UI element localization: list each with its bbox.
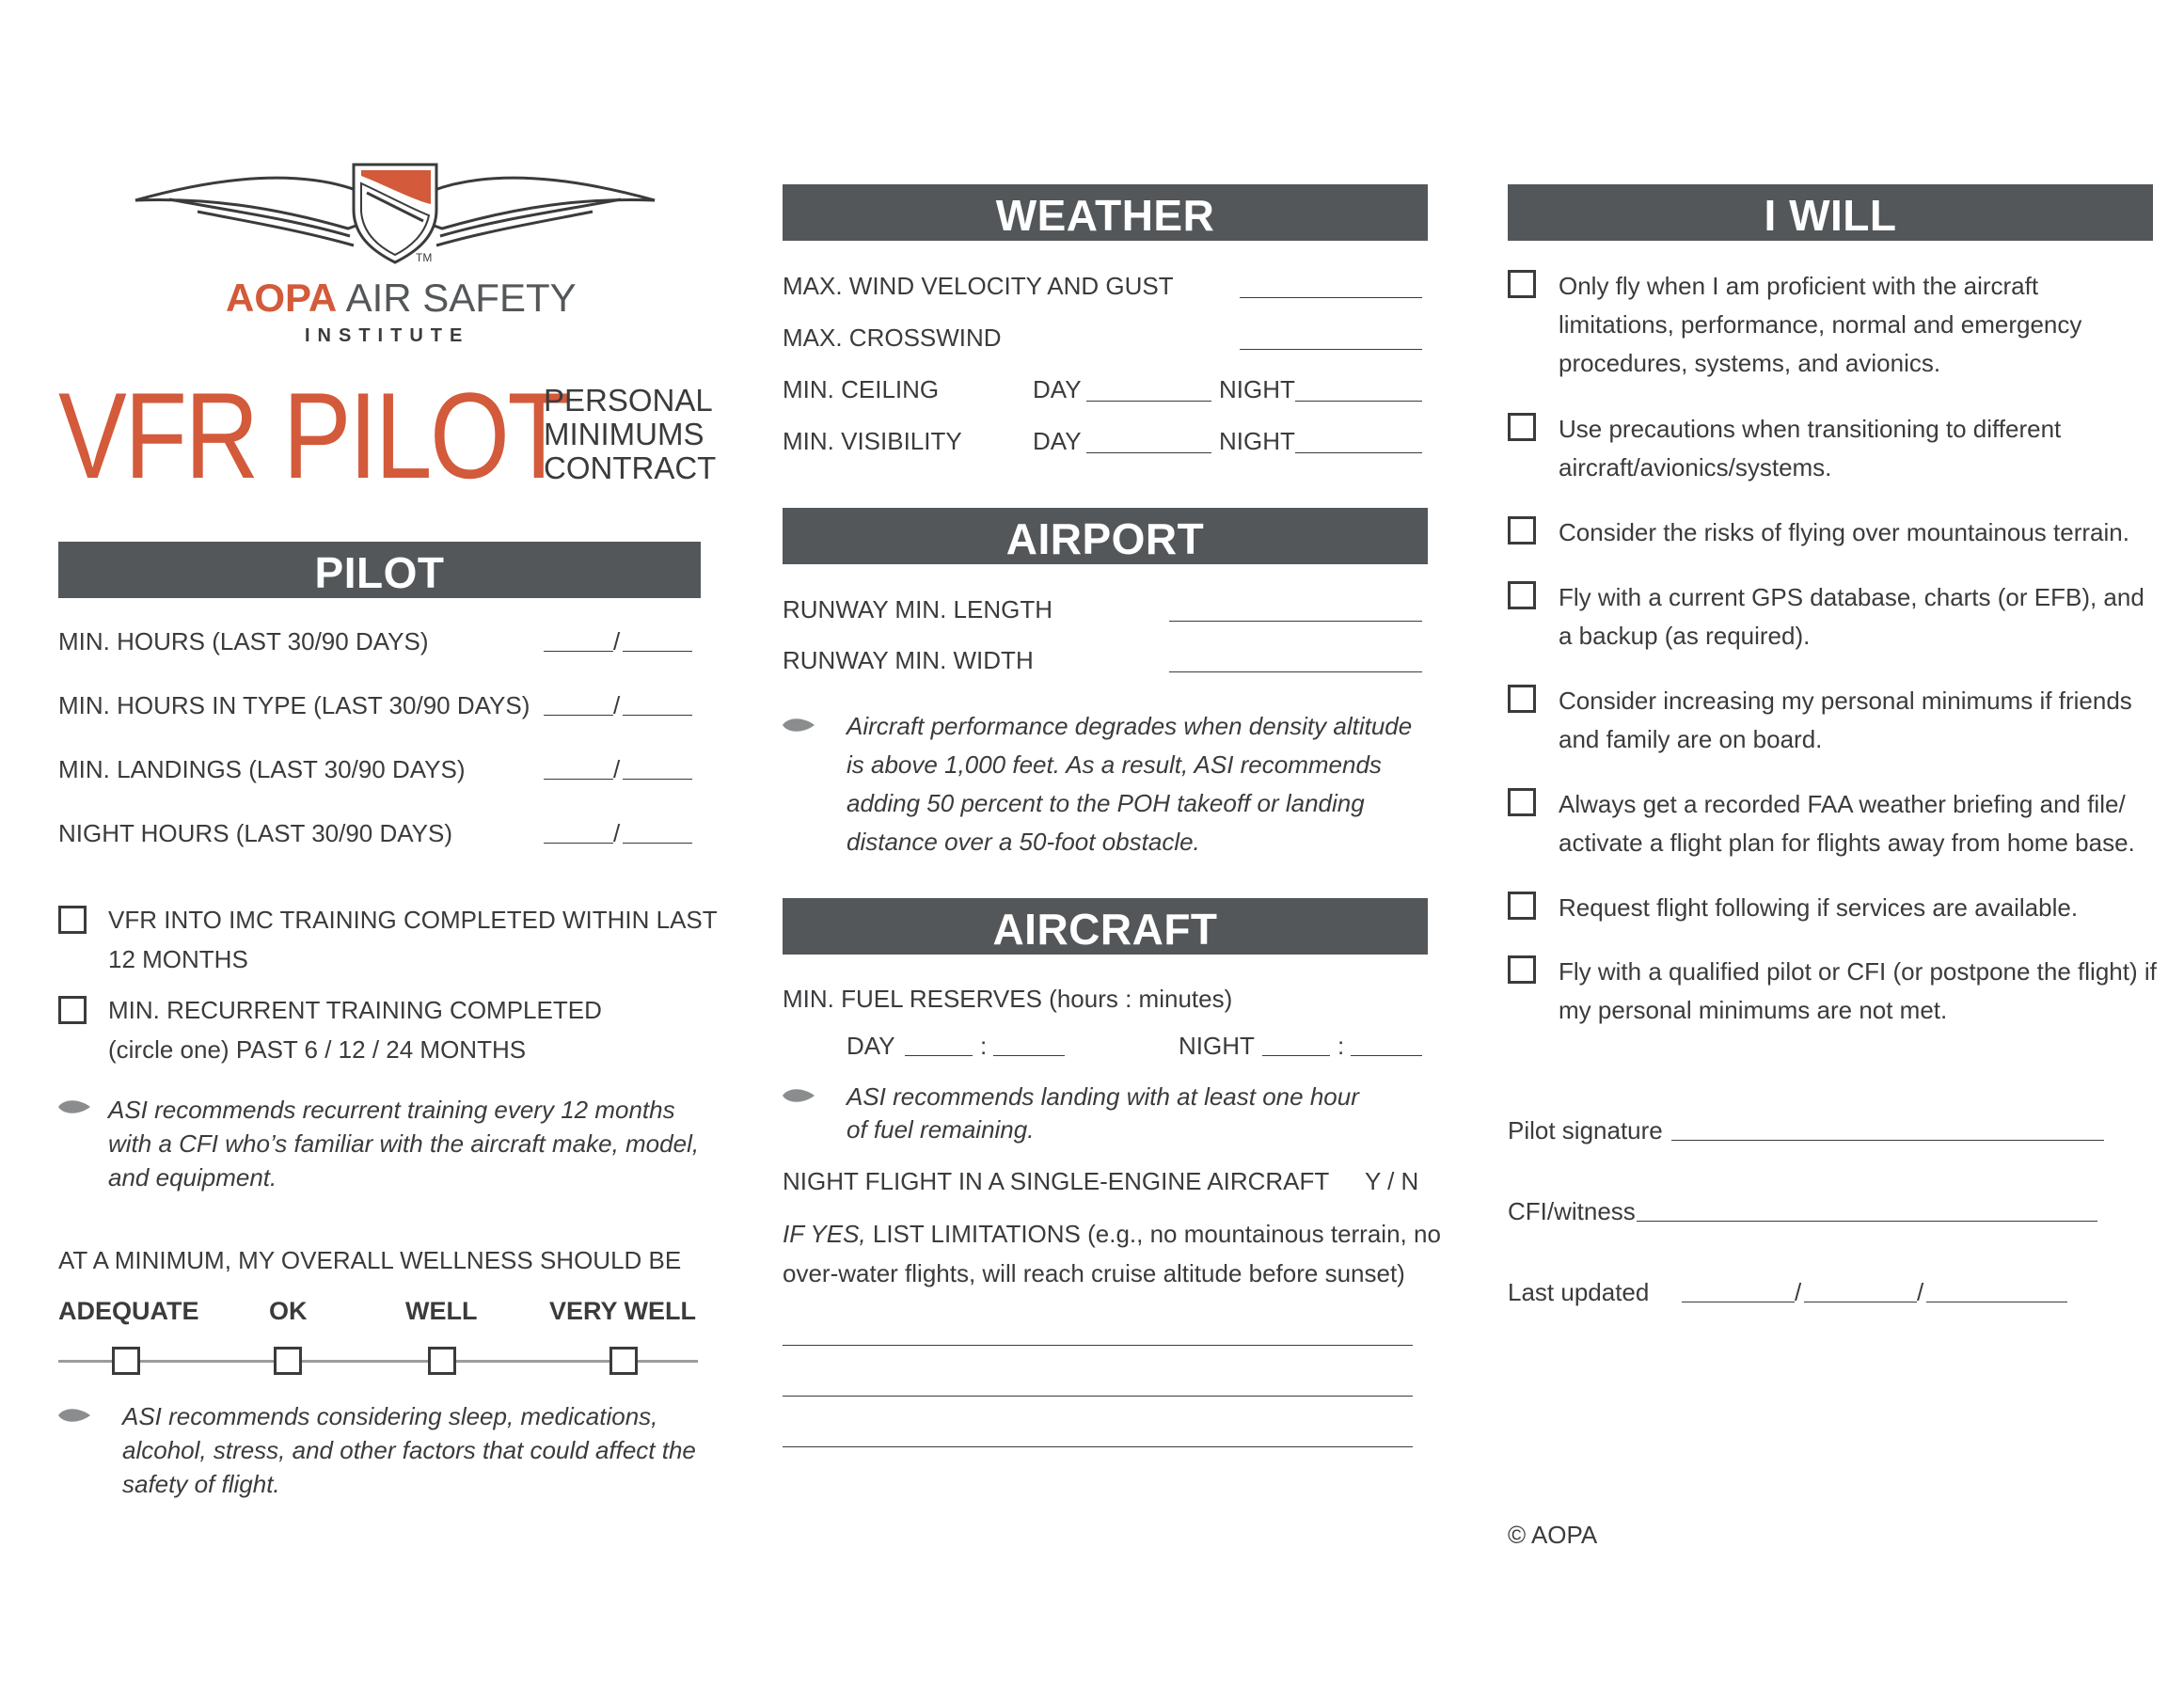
tip-leaf-icon	[58, 1098, 90, 1115]
night-sep: /	[613, 819, 621, 847]
recurrent-training-label-2: (circle one) PAST 6 / 12 / 24 MONTHS	[108, 1035, 527, 1064]
imc-training-label-2: 12 MONTHS	[108, 945, 248, 973]
ceiling-night-label: NIGHT	[1219, 375, 1295, 403]
hours-type-90-field[interactable]	[623, 715, 692, 716]
limitations-text: LIST LIMITATIONS (e.g., no mountainous terrain, no	[865, 1220, 1441, 1248]
visibility-night-field[interactable]	[1295, 452, 1422, 453]
runway-length-field[interactable]	[1169, 621, 1422, 622]
title-line-3: CONTRACT	[544, 450, 717, 485]
aircraft-header: AIRCRAFT	[783, 898, 1428, 955]
wellness-adequate-label: ADEQUATE	[58, 1297, 199, 1325]
ceiling-night-field[interactable]	[1295, 401, 1422, 402]
trademark: TM	[416, 251, 433, 264]
pilot-row-hours-type: MIN. HOURS IN TYPE (LAST 30/90 DAYS)	[58, 691, 530, 719]
pilot-tip-1: ASI recommends recurrent training every 12 months with a CFI who’s familiar with the aircraft make, model, and equipment.	[108, 1096, 700, 1192]
if-yes-label: IF YES,	[783, 1220, 866, 1248]
imc-training-checkbox[interactable]	[58, 906, 87, 934]
limitations-line-2[interactable]	[783, 1396, 1413, 1397]
night-90-field[interactable]	[623, 843, 692, 844]
brand-air-safety: AIR SAFETY	[345, 276, 577, 320]
landings-30-field[interactable]	[544, 779, 613, 780]
wellness-ok-label: OK	[269, 1297, 308, 1325]
tip-leaf-icon	[58, 1407, 90, 1424]
limitations-label-2: over-water flights, will reach cruise altitude before sunset)	[783, 1259, 1405, 1287]
iwill-checkbox-7[interactable]	[1508, 892, 1536, 920]
last-updated-label: Last updated	[1508, 1278, 1650, 1306]
iwill-checkbox-4[interactable]	[1508, 581, 1536, 609]
fuel-night-colon: :	[1337, 1032, 1345, 1060]
visibility-day-field[interactable]	[1086, 452, 1211, 453]
runway-width-field[interactable]	[1169, 671, 1422, 672]
hours-type-sep: /	[613, 691, 621, 719]
hours-90-field[interactable]	[623, 651, 692, 652]
witness-label: CFI/witness	[1508, 1197, 1636, 1225]
recurrent-training-label-1: MIN. RECURRENT TRAINING COMPLETED	[108, 996, 602, 1024]
iwill-checkbox-1[interactable]	[1508, 270, 1536, 298]
iwill-item-3: Consider the risks of flying over mountainous terrain.	[1559, 518, 2129, 546]
updated-sep-1: /	[1795, 1278, 1802, 1306]
tip-leaf-icon	[783, 1087, 815, 1104]
tip-leaf-icon	[783, 717, 815, 734]
fuel-night-label: NIGHT	[1179, 1032, 1255, 1060]
iwill-checkbox-3[interactable]	[1508, 516, 1536, 545]
brand-name	[226, 276, 577, 321]
pilot-row-landings: MIN. LANDINGS (LAST 30/90 DAYS)	[58, 755, 466, 783]
iwill-item-7: Request flight following if services are available.	[1559, 893, 2079, 922]
fuel-night-hours-field[interactable]	[1262, 1055, 1330, 1056]
iwill-item-2: Use precautions when transitioning to different aircraft/avionics/systems.	[1559, 415, 2062, 481]
wellness-title: AT A MINIMUM, MY OVERALL WELLNESS SHOULD BE	[58, 1246, 682, 1274]
fuel-night-minutes-field[interactable]	[1351, 1055, 1422, 1056]
pilot-signature-field[interactable]	[1671, 1140, 2104, 1141]
limitations-line-1[interactable]	[783, 1345, 1413, 1346]
brand-aopa: AOPA	[226, 276, 338, 320]
fuel-reserves-label: MIN. FUEL RESERVES (hours : minutes)	[783, 985, 1233, 1013]
wings-shield-icon	[132, 155, 658, 268]
imc-training-label-1: VFR INTO IMC TRAINING COMPLETED WITHIN LAST	[108, 906, 718, 934]
recurrent-training-checkbox[interactable]	[58, 996, 87, 1024]
runway-width-label: RUNWAY MIN. WIDTH	[783, 646, 1034, 674]
wind-label: MAX. WIND VELOCITY AND GUST	[783, 272, 1174, 300]
title-line-2: MINIMUMS	[544, 417, 704, 451]
wellness-ok-checkbox[interactable]	[274, 1347, 302, 1375]
iwill-item-6: Always get a recorded FAA weather briefing and file/ activate a flight plan for flights away from home base.	[1559, 790, 2135, 857]
hours-30-field[interactable]	[544, 651, 613, 652]
wind-field[interactable]	[1240, 297, 1422, 298]
aopa-logo	[132, 155, 658, 346]
airport-tip: Aircraft performance degrades when density altitude is above 1,000 feet. As a result, ASI recommends adding 50 percent to the POH takeoff or landing distance over a 50-foot obstacle.	[847, 712, 1413, 856]
landings-90-field[interactable]	[623, 779, 692, 780]
ceiling-day-field[interactable]	[1086, 401, 1211, 402]
page-title: VFR PILOT	[58, 367, 568, 504]
crosswind-label: MAX. CROSSWIND	[783, 324, 1002, 352]
iwill-item-4: Fly with a current GPS database, charts (or EFB), and a backup (as required).	[1559, 583, 2144, 650]
fuel-tip-1: ASI recommends landing with at least one hour	[847, 1082, 1359, 1111]
updated-sep-2: /	[1917, 1278, 1924, 1306]
witness-field[interactable]	[1637, 1221, 2097, 1222]
iwill-header: I WILL	[1508, 184, 2153, 241]
iwill-checkbox-5[interactable]	[1508, 685, 1536, 713]
iwill-checkbox-6[interactable]	[1508, 788, 1536, 816]
iwill-item-8: Fly with a qualified pilot or CFI (or postpone the flight) if my personal minimums are not met.	[1559, 957, 2157, 1024]
wellness-adequate-checkbox[interactable]	[112, 1347, 140, 1375]
night-30-field[interactable]	[544, 843, 613, 844]
fuel-tip-2: of fuel remaining.	[847, 1115, 1035, 1144]
pilot-tip-2: ASI recommends considering sleep, medications, alcohol, stress, and other factors that could affect the safety of flight.	[122, 1402, 696, 1498]
wellness-well-label: WELL	[405, 1297, 478, 1325]
iwill-item-5: Consider increasing my personal minimums if friends and family are on board.	[1559, 687, 2132, 753]
runway-length-label: RUNWAY MIN. LENGTH	[783, 595, 1052, 624]
ceiling-label: MIN. CEILING	[783, 375, 940, 403]
visibility-night-label: NIGHT	[1219, 427, 1295, 455]
hours-sep: /	[613, 627, 621, 655]
visibility-day-label: DAY	[1033, 427, 1082, 455]
wellness-very-well-label: VERY WELL	[549, 1297, 697, 1325]
brand-institute: INSTITUTE	[305, 325, 470, 346]
copyright: © AOPA	[1508, 1521, 1598, 1549]
limitations-label-1	[783, 1219, 1441, 1249]
pilot-header: PILOT	[58, 542, 701, 598]
visibility-label: MIN. VISIBILITY	[783, 427, 962, 455]
fuel-day-label: DAY	[847, 1032, 895, 1060]
pilot-signature-label: Pilot signature	[1508, 1116, 1663, 1144]
hours-type-30-field[interactable]	[544, 715, 613, 716]
landings-sep: /	[613, 755, 621, 783]
iwill-checkbox-2[interactable]	[1508, 413, 1536, 441]
limitations-line-3[interactable]	[783, 1446, 1413, 1447]
airport-header: AIRPORT	[783, 508, 1428, 564]
night-flight-yn[interactable]: Y / N	[1365, 1167, 1419, 1195]
wellness-well-checkbox[interactable]	[428, 1347, 456, 1375]
title-line-1: PERSONAL	[544, 383, 713, 418]
iwill-item-1: Only fly when I am proficient with the aircraft limitations, performance, normal and emergency procedures, systems, and avionics.	[1559, 272, 2082, 377]
fuel-day-colon: :	[980, 1032, 988, 1060]
weather-header: WEATHER	[783, 184, 1428, 241]
pilot-row-hours: MIN. HOURS (LAST 30/90 DAYS)	[58, 627, 429, 655]
iwill-checkbox-8[interactable]	[1508, 955, 1536, 984]
fuel-day-minutes-field[interactable]	[993, 1055, 1065, 1056]
wellness-scale-line	[58, 1360, 698, 1363]
fuel-day-hours-field[interactable]	[905, 1055, 973, 1056]
crosswind-field[interactable]	[1240, 349, 1422, 350]
wellness-very-well-checkbox[interactable]	[609, 1347, 638, 1375]
night-flight-label: NIGHT FLIGHT IN A SINGLE-ENGINE AIRCRAFT	[783, 1167, 1330, 1195]
pilot-row-night: NIGHT HOURS (LAST 30/90 DAYS)	[58, 819, 453, 847]
ceiling-day-label: DAY	[1033, 375, 1082, 403]
